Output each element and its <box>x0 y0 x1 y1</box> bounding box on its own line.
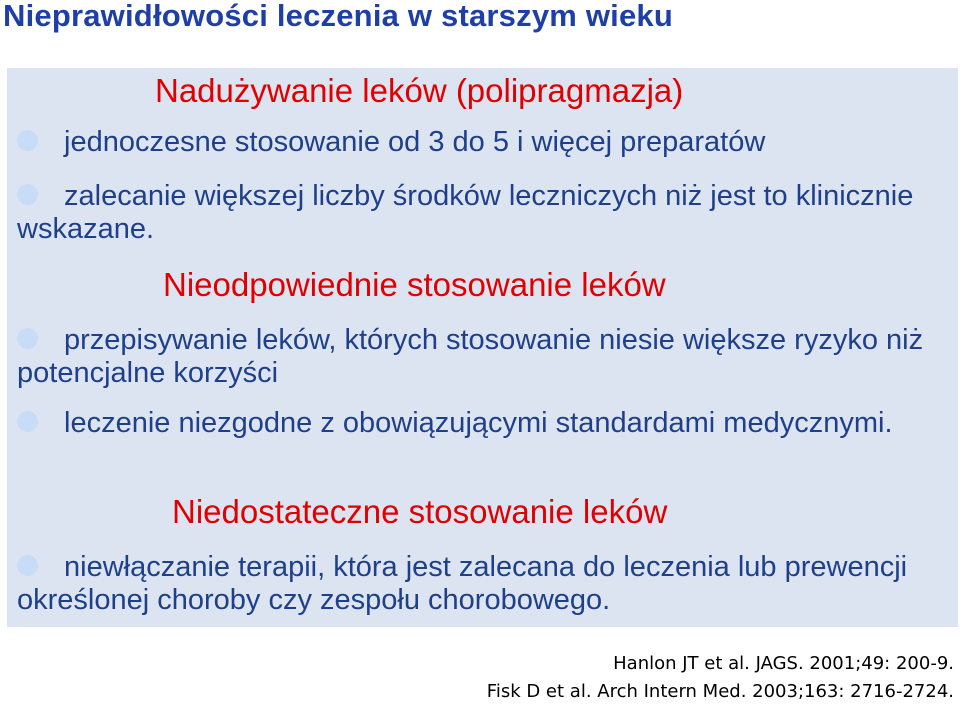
bullet-item <box>17 126 947 159</box>
bullet-text: jednoczesne stosowanie od 3 do 5 i więcej preparatów <box>64 126 766 158</box>
bullet-item <box>17 180 947 246</box>
references <box>487 650 954 706</box>
section-heading-underuse: Niedostateczne stosowanie leków <box>172 493 668 530</box>
bullet-dot-icon <box>17 411 38 432</box>
bullet-text: leczenie niezgodne z obowiązującymi standardami medycznymi. <box>64 407 893 439</box>
bullet-item <box>17 407 947 440</box>
bullet-dot-icon <box>17 328 38 349</box>
bullet-text: niewłączanie terapii, która jest zalecana do leczenia lub prewencji określonej choroby czy zespołu chorobowego. <box>17 551 908 616</box>
reference-item: Fisk D et al. Arch Intern Med. 2003;163: 2716-2724. <box>486 681 954 702</box>
bullet-dot-icon <box>17 555 38 576</box>
slide-title: Nieprawidłowości leczenia w starszym wieku <box>3 0 673 33</box>
bullet-item <box>17 551 947 617</box>
section-heading-overuse: Nadużywanie leków (polipragmazja) <box>155 72 684 109</box>
bullet-item <box>17 324 947 390</box>
section-heading-inappropriate: Nieodpowiednie stosowanie leków <box>163 266 666 303</box>
bullet-text: zalecanie większej liczby środków leczniczych niż jest to klinicznie wskazane. <box>17 180 914 245</box>
bullet-dot-icon <box>17 184 38 205</box>
reference-item: Hanlon JT et al. JAGS. 2001;49: 200-9. <box>613 653 954 674</box>
bullet-text: przepisywanie leków, których stosowanie niesie większe ryzyko niż potencjalne korzyści <box>17 324 924 389</box>
bullet-dot-icon <box>17 130 38 151</box>
